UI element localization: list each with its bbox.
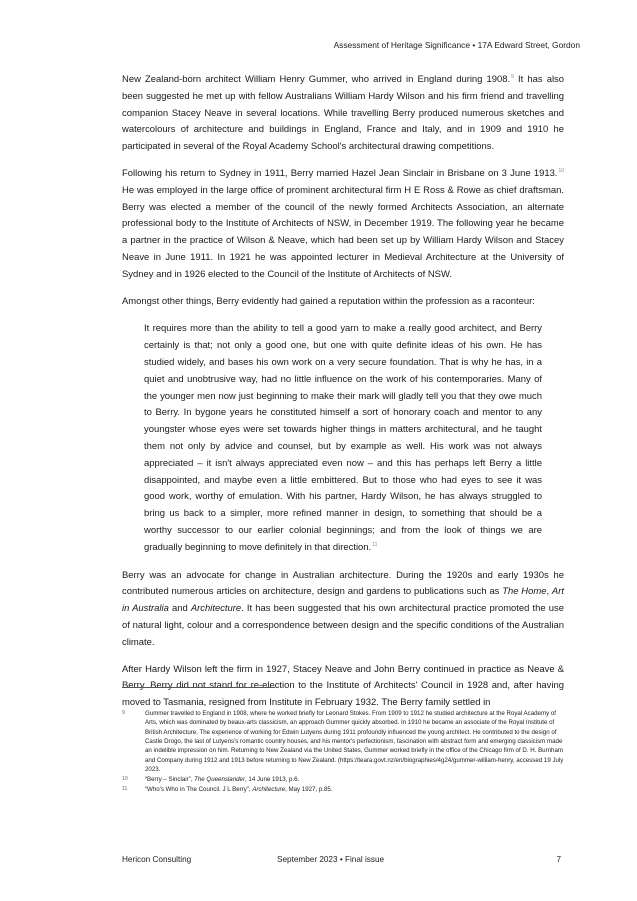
publication-title: Architecture <box>190 603 242 615</box>
page-header: Assessment of Heritage Significance • 17A Edward Street, Gordon <box>333 40 580 50</box>
quote-text-block <box>144 321 542 556</box>
paragraph-text: Following his return to Sydney in 1911, Berry married Hazel Jean Sinclair in Brisbane on 3 June 1913. <box>122 167 558 179</box>
footnote-text: Gummer travelled to England in 1908, where he worked briefly for Leonard Stokes. From 1909 to 1912 he studied architecture at the Royal Academy of Arts, which was dominated by beaux-arts classicism, an approach Gummer quickly absorbed. In 1910 he became an associate of the Royal Institute of British Architecture. The experience of working for Edwin Lutyens during 1911 profoundly influenced the young architect. He contributed to the design of Castle Drogo, the last of Lutyens's romantic country houses, and his mentor's perfectionism, fascination with abstract form and emerging classicism made an indelible impression on him. Returning to New Zealand via the United States, Gummer worked briefly in the office of the Chicago firm of D. H. Burnham and Company during 1912 and 1913 before returning to New Zealand. (https://teara.govt.nz/en/biographies/4g24/gummer-william-henry, accessed 19 July 2023. <box>145 710 564 774</box>
footer-company: Hericon Consulting <box>122 855 192 864</box>
paragraph-raconteur: Amongst other things, Berry evidently had gained a reputation within the profession as a raconteur: <box>122 295 535 307</box>
footnote-10 <box>122 775 564 784</box>
quote-text: It requires more than the ability to tell a good yarn to make a really good architect, and Berry certainly is that; not only a good one, but one with quite definite ideas of his own. He has studied widely, and bases his own work on a very secure foundation. That is why he has, in a quiet and unobtrusive way, had no little influence on the work of his contemporaries. Many of the younger men now just beginning to make their mark will gladly tell you that they owe much to Berry. In bygone years he constituted himself a sort of honorary coach and mentor to any youngster whose eyes were set towards higher things in matters architectural, and he taught them not only by advice and counsel, but by example as well. His work was not always appreciated – it isn't always appreciated even now – and this has perhaps left Berry a little disappointed, and maybe even a little embittered. But to those who had eyes to see it was good work, worthy of emulation. With his partner, Hardy Wilson, he has always struggled to bring us back to a simpler, more refined manner in design, to something that should be a worthy successor to our earlier colonial beginnings; and from the look of things we are gradually beginning to move definitely in that direction. <box>144 323 542 553</box>
citation-details: , May 1927, p.85. <box>285 785 333 793</box>
paragraph-return-sydney <box>122 166 564 284</box>
footnote-number: 10 <box>122 775 128 782</box>
citation-title: “Who's Who in The Council. J L Berry”, <box>145 785 253 793</box>
footnote-divider <box>122 687 275 688</box>
footnote-ref-10[interactable]: 10 <box>558 167 564 174</box>
paragraph-text: . It has been suggested that his own architectural practice promoted the use of natural light, colour and a correspondence between design and the specific conditions of the Australian climate. <box>122 603 564 648</box>
paragraph-text: He was employed in the large office of prominent architectural firm H E Ross & Rowe as chief draftsman. Berry was elected a member of the council of the newly formed Architects Association, an alternate professional body to the Institute of Architects of NSW, in December 1919. The following year he became a partner in the practice of Wilson & Neave, which had been set up by William Hardy Wilson and Stacey Neave in June 1911. In 1921 he was appointed lecturer in Medieval Architecture at the University of Sydney and in 1926 elected to the Council of the Institute of Architects of NSW. <box>122 184 564 280</box>
paragraph-neave-berry: After Hardy Wilson left the firm in 1927, Stacey Neave and John Berry continued in practice as Neave & Berry. Berry did not stand for re-election to the Institute of Architects' Council in 1928 and, after having moved to Tasmania, resigned from Institute in February 1932. The Berry family settled in <box>122 663 564 709</box>
footnote-9 <box>122 709 564 774</box>
footnote-ref-9[interactable]: 9 <box>511 73 514 80</box>
publication-title: Art in Australia <box>122 586 564 615</box>
page-footer <box>122 855 564 867</box>
citation-title: “Berry – Sinclair”, <box>145 775 195 783</box>
block-quote <box>144 321 542 556</box>
paragraph-gummer <box>122 72 564 156</box>
footnote-number: 9 <box>122 710 125 716</box>
publication-title: Architecture <box>252 785 286 793</box>
footnote-text <box>145 785 564 794</box>
publication-title: The Home <box>502 586 547 598</box>
main-body <box>122 72 564 721</box>
footnote-11 <box>122 785 564 794</box>
citation-details: , 14 June 1913, p.6. <box>245 775 300 783</box>
paragraph-text: New Zealand-born architect William Henry Gummer, who arrived in England during 1908. <box>122 74 511 85</box>
footnote-number: 11 <box>122 785 128 792</box>
conjunction: and <box>168 603 191 615</box>
page-number: 7 <box>556 855 561 864</box>
paragraph-advocate <box>122 568 564 652</box>
paragraph-text: It has also been suggested he met up with fellow Australians William Hardy Wilson and his firm friend and travelling companion Stacey Neave in several locations. While travelling Berry produced numerous sketches and watercolours of architecture and buildings in England, France and Italy, and in 1909 and 1910 he participated in several of the Royal Academy School's architectural drawing competitions. <box>122 74 565 153</box>
footer-issue-date: September 2023 • Final issue <box>277 855 385 864</box>
punctuation: , <box>546 586 552 598</box>
footnote-text <box>145 775 564 784</box>
publication-title: The Queenslander <box>194 775 246 783</box>
footnotes <box>122 709 564 795</box>
footnote-ref-11[interactable]: 11 <box>372 541 378 548</box>
paragraph-text: Berry was an advocate for change in Australian architecture. During the 1920s and early 1930s he contributed numerous articles on architecture, design and gardens to publications such as <box>122 569 564 598</box>
